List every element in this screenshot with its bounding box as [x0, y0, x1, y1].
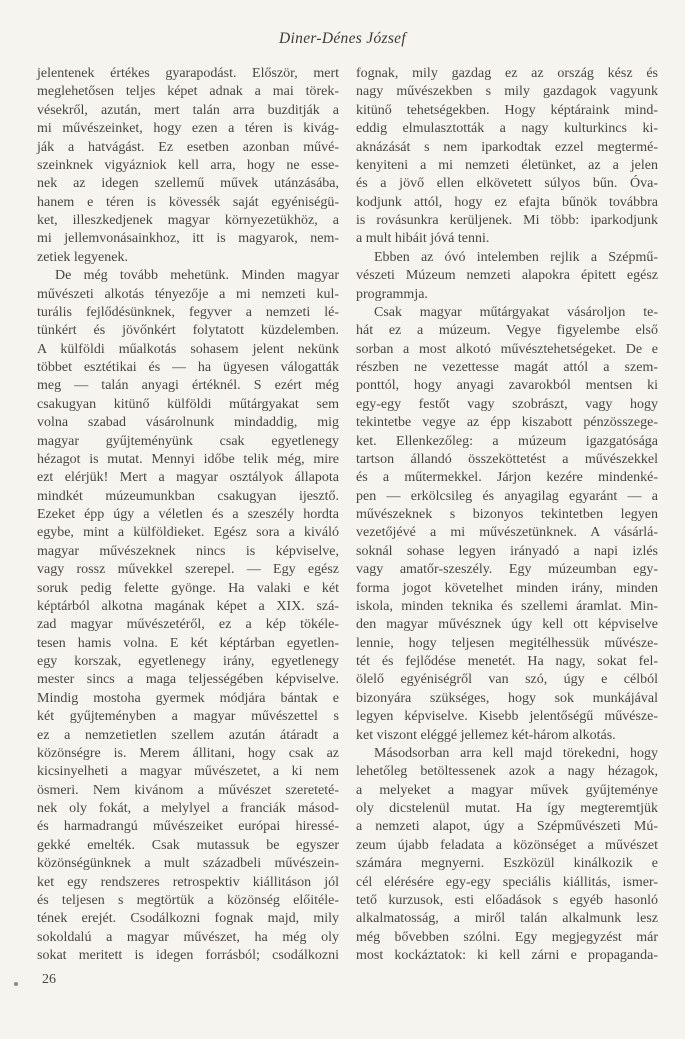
- text-line: ölelő egyéniségről van szó, úgy e célból: [356, 672, 658, 688]
- paragraph: [356, 65, 658, 249]
- text-line: ez a nemzetietlen szellem azután átáradt a: [37, 727, 339, 743]
- text-line: nek oly fokát, a melylyel a franciák másod-: [37, 801, 339, 816]
- text-line: egy-egy festőt vagy szobrászt, vagy hogy: [356, 396, 658, 412]
- text-line: zetiek legyenek.: [37, 249, 128, 265]
- text-line: tének erejét. Csodálkozni fognak majd, mily: [37, 911, 339, 927]
- text-line: és harmadrangú művészeiket európai hiressé-: [37, 819, 339, 835]
- text-line: is rovásunkra kerüljenek. Mi több: iparkodjunk: [356, 213, 658, 228]
- text-line: csakugyan kitünő külföldi műtárgyakat sem: [37, 396, 339, 412]
- text-line: művészeknek s bizonyos tekintetben legyen: [356, 507, 658, 522]
- text-line: De még tovább mehetünk. Minden magyar: [55, 268, 339, 284]
- text-line: hézagot is mutat. Mennyi időbe telik még, mire: [37, 451, 339, 467]
- text-column-right: [356, 65, 658, 965]
- text-line: mindkét múzeumunkban csakugyan ijesztő.: [37, 488, 339, 504]
- paragraph: [37, 65, 339, 267]
- text-line: Csak magyar műtárgyakat vásároljon te-: [374, 304, 658, 320]
- text-line: vagy amatőr-szeszély. Egy múzeumban egy-: [356, 562, 658, 578]
- text-line: soruk pedig felette gyönge. Ha valaki e két: [37, 580, 339, 596]
- page-number: 26: [42, 972, 56, 987]
- text-line: kitünő tehetségekben. Hogy képtáraink mind-: [356, 102, 658, 118]
- text-line: vészeti Múzeum nemzeti alapokra épitett egész: [356, 268, 658, 284]
- text-line: a mult hibáit jóvá tenni.: [356, 231, 490, 247]
- text-line: Ebben az óvó intelemben rejlik a Szépmű-: [374, 249, 658, 265]
- text-line: a nemzeti alapot, úgy a Szépművészeti Mú-: [356, 819, 658, 835]
- text-line: többet esztétikai és — ha ügyesen válogatták: [37, 360, 339, 375]
- text-line: cél elérésére egy-egy speciális kiállitás, ismer-: [356, 874, 658, 890]
- text-line: ket egy rendszeres retrospektiv kiállitáson jól: [37, 874, 339, 890]
- text-line: tekintetbe vegye az épp kiszabott pénzösszege-: [356, 415, 658, 431]
- text-line: turális fejlődésünknek, fegyver a nemzeti lé-: [37, 304, 339, 320]
- text-line: lennie, hogy teljesen megitélhessük művésze-: [356, 635, 658, 651]
- text-line: hát ez a múzeum. Vegye figyelembe első: [356, 323, 658, 339]
- text-column-left: [37, 65, 339, 965]
- text-line: kodjunk attól, hogy ez efajta bűnök továbbra: [356, 194, 658, 210]
- text-line: ket viszont eléggé jellemez két-három alkotás.: [356, 727, 616, 743]
- text-line: közönségünknek a mult századbeli művészein-: [37, 856, 339, 872]
- text-line: szeinknek vigyázniok kell arra, hogy ne esse-: [37, 157, 339, 173]
- text-line: részben ne vezettesse magát attól a szem-: [356, 360, 658, 375]
- text-line: ják a hatvágást. Ez esetben azonban művé-: [37, 139, 339, 155]
- paragraph: [37, 267, 339, 965]
- text-line: iskola, minden teknika és szellemi áramlat. Min-: [356, 598, 658, 614]
- text-line: most kockáztatok: ki kell zárni e propaganda-: [356, 948, 658, 963]
- text-line: lehetőleg betöltessenek azok a nagy hézagok,: [356, 764, 658, 780]
- text-line: programmja.: [356, 286, 428, 302]
- text-line: számára megnyerni. Eszközül kinálkozik e: [356, 856, 658, 872]
- text-line: tét és fejlődése menetét. Ha nagy, sokat fel-: [356, 654, 658, 669]
- running-header: Diner-Dénes József: [279, 30, 406, 47]
- text-line: soknál sohase legyen irányadó a napi izlés: [356, 543, 658, 559]
- text-line: mester sincs a maga teljességében képviselve.: [37, 672, 339, 688]
- text-line: a melyeket a magyar művek gyűjteménye: [356, 782, 658, 798]
- text-line: nagy művészekben s mily gazdagok vagyunk: [356, 84, 658, 100]
- text-line: magyar gyűjteményünk csak egyetlenegy: [37, 433, 339, 449]
- text-line: ösmeri. Nem kivánom a művészet szereteté-: [37, 782, 339, 798]
- text-line: és teljesen s megtörtük a közönség előitéle-: [37, 892, 339, 908]
- text-line: egybe, mint a külföldieket. Egész sora a kiváló: [37, 525, 339, 541]
- text-line: ponttól, hogy anyagi zavarokból mentsen ki: [356, 378, 658, 394]
- text-line: sorban a most alkotó művésztehetségeket. De e: [356, 341, 658, 357]
- text-line: mi jellemvonásainkhoz, itt is magyarok, nem-: [37, 231, 339, 247]
- text-line: vezetőjévé a mi művészetünknek. A vásárlá-: [356, 525, 658, 541]
- text-line: és a jövő ellen elkövetett súlyos bűn. Óva-: [356, 176, 658, 192]
- text-line: képtárból alkotna magának képet a XIX. szá-: [37, 598, 339, 614]
- text-line: Ezeket épp úgy a véletlen és a szeszély hordta: [37, 507, 339, 522]
- text-line: meglehetősen teljes képet adnak a mai törek-: [37, 84, 339, 100]
- text-line: tesen hamis volna. E két képtárban egyetlen-: [37, 635, 339, 651]
- text-line: kicsinyelheti a magyar művészetet, a ki nem: [37, 764, 339, 780]
- text-line: pen — erkölcsileg és anyagilag egyaránt — a: [356, 488, 658, 504]
- text-line: művészeti alkotás tényezője a mi nemzeti kul-: [37, 286, 339, 302]
- text-line: Másodsorban arra kell majd törekedni, hogy: [374, 745, 658, 761]
- text-line: és a műtermekkel. Járjon kezére mindenké-: [356, 470, 658, 486]
- text-line: gekké emelték. Csak mutassuk be egyszer: [37, 837, 339, 853]
- text-line: den magyar művésznek úgy kell ott képviselve: [356, 617, 658, 633]
- text-line: nek az idegen szellemű művek utánzásába,: [37, 176, 339, 192]
- text-line: zeum újabb feladata a közönséget a művészet: [356, 837, 658, 853]
- text-line: kenyiteni a mi nemzeti életünket, az a jelen: [356, 157, 658, 173]
- text-line: tető kurzusok, esti előadások s egyéb hasonló: [356, 892, 658, 908]
- paragraph: [356, 304, 658, 745]
- paragraph: [356, 745, 658, 966]
- text-line: két gyűjteményben a magyar művészettel s: [37, 709, 339, 725]
- text-line: hanem e téren is kövessék saját egyéniségü-: [37, 194, 339, 210]
- text-line: bizonyára szükséges, hogy sok munkájával: [356, 690, 658, 706]
- text-line: sokat meritett is idegen forrásból; csodálkozni: [37, 948, 339, 963]
- text-line: A külföldi műalkotás sohasem jelent nekünk: [37, 341, 339, 357]
- text-line: alkalmatosság, a miről talán alkalmunk lesz: [356, 911, 658, 927]
- text-line: mi művészeinket, hogy ezen a téren is kivág-: [37, 121, 339, 137]
- paragraph: [356, 249, 658, 304]
- text-line: eddig elmulasztották a nagy kulturkincs ki-: [356, 121, 658, 137]
- text-line: meg — talán anyagi értéknél. S ezért még: [37, 378, 339, 394]
- text-line: aknázását s nem iparkodtak ezzel megtermé-: [356, 139, 658, 155]
- text-line: sokoldalú a magyar művészet, ha még oly: [37, 929, 339, 945]
- text-line: vésekről, azután, mert talán arra buzditják a: [37, 102, 339, 118]
- text-line: forma jogot követelhet minden irány, minden: [356, 580, 658, 596]
- text-line: Mindig mostoha gyermek módjára bántak e: [37, 690, 339, 706]
- text-line: jelentenek értékes gyarapodást. Először, mert: [37, 66, 339, 81]
- text-line: ket, illeszkedjenek magyar környezetükhöz, a: [37, 213, 339, 228]
- text-line: oly dicstelenül mutat. Ha így megteremtjük: [356, 801, 658, 816]
- text-line: ezt elérjük! Mert a magyar osztályok állapota: [37, 470, 339, 486]
- text-line: volna szabad vásárolnunk mindaddig, mig: [37, 415, 339, 431]
- text-line: közönségre is. Merem állitani, hogy csak az: [37, 745, 339, 761]
- text-line: zad magyar művészetéről, ez a kép tökéle-: [37, 617, 339, 633]
- text-line: tartson állandó összeköttetést a művészekkel: [356, 451, 658, 467]
- text-line: magyar művészeknek nincs is képviselve,: [37, 543, 339, 559]
- text-line: vagy rossz művekkel szerepel. — Egy egész: [37, 562, 339, 578]
- text-line: fognak, mily gazdag ez az ország kész és: [356, 66, 658, 81]
- text-line: legyen képviselve. Kisebb jelentőségű művésze-: [356, 709, 658, 725]
- text-line: tünkért és jövőnkért folytatott küzdelemben.: [37, 323, 339, 339]
- text-line: ket. Ellenkezőleg: a múzeum igazgatósága: [356, 433, 658, 449]
- margin-dot: [14, 982, 18, 986]
- text-line: még bővebben szólni. Egy megjegyzést már: [356, 929, 658, 945]
- text-line: egy korszak, egyetlenegy irány, egyetlenegy: [37, 654, 339, 669]
